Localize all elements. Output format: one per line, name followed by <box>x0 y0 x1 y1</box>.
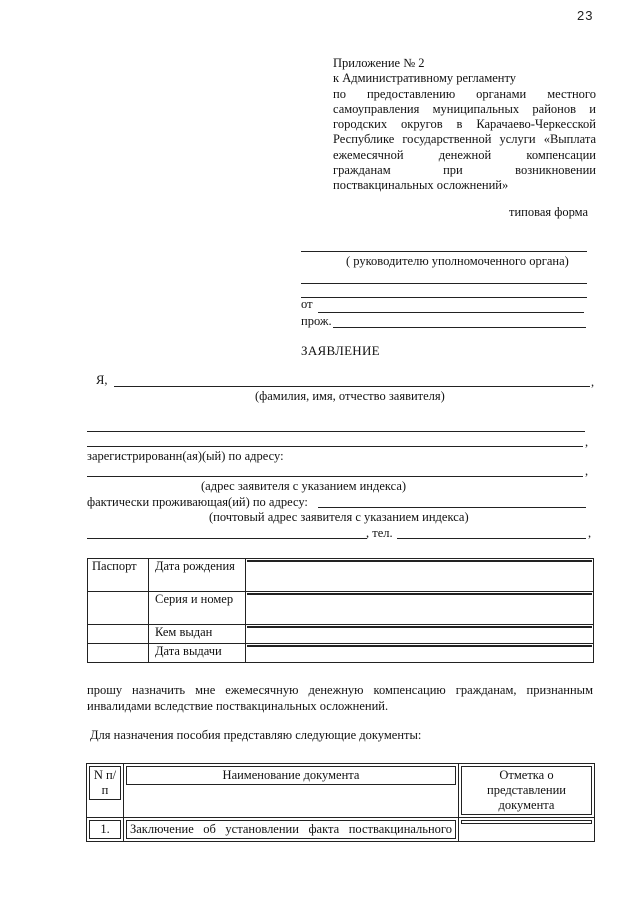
applicant-extra-line[interactable] <box>87 446 583 447</box>
passport-value-cell[interactable] <box>246 625 594 644</box>
name-caption: (фамилия, имя, отчество заявителя) <box>255 389 445 403</box>
passport-empty-cell <box>88 625 149 644</box>
actual-address-field[interactable] <box>318 507 586 508</box>
passport-value-cell[interactable] <box>246 559 594 592</box>
table-row <box>87 818 595 842</box>
addressee-line[interactable] <box>301 283 587 284</box>
col-header-mark: Отметка о представлении документа <box>461 766 592 815</box>
request-line: инвалидами вследствие поствакцинальных осложнений. <box>87 698 389 713</box>
appendix-line: городских округов в Карачаево-Черкесской <box>333 117 596 132</box>
passport-value-cell[interactable] <box>246 644 594 663</box>
appendix-line: поствакцинальных осложнений» <box>333 178 509 193</box>
appendix-line: Республике государственной услуги «Выплата <box>333 132 596 147</box>
documents-table <box>86 763 595 842</box>
residence-field[interactable] <box>333 327 586 328</box>
page-number: 23 <box>577 8 594 23</box>
postal-caption: (почтовый адрес заявителя с указанием индекса) <box>209 510 469 524</box>
residence-label: прож. <box>301 314 332 328</box>
appendix-line: самоуправления муниципальных районов и <box>333 101 596 116</box>
form-type-label: типовая форма <box>509 205 589 219</box>
postal-address-field[interactable] <box>87 538 367 539</box>
addressee-head-field[interactable] <box>301 251 587 252</box>
comma: , <box>585 435 589 449</box>
appendix-header <box>333 56 596 194</box>
col-header-num: N п/п <box>89 766 121 800</box>
passport-header: Паспорт <box>88 559 149 592</box>
doc-num: 1. <box>89 820 121 839</box>
actual-label: фактически проживающая(ий) по адресу: <box>87 495 308 509</box>
from-field[interactable] <box>318 312 584 313</box>
request-line: прошу назначить мне ежемесячную денежную компенсацию гражданам, признанным <box>87 683 593 697</box>
applicant-name-field[interactable] <box>114 386 590 387</box>
appendix-line: к Административному регламенту <box>333 71 517 86</box>
passport-row-label: Дата рождения <box>149 559 246 592</box>
document-title: ЗАЯВЛЕНИЕ <box>301 343 380 358</box>
from-label: от <box>301 297 313 311</box>
addressee-line[interactable] <box>301 297 587 298</box>
passport-value-cell[interactable] <box>246 592 594 625</box>
comma: , <box>585 464 589 478</box>
i-label: Я, <box>96 373 108 387</box>
appendix-line: ежемесячной денежной компенсации <box>333 147 596 162</box>
appendix-line: по предоставлению органами местного <box>333 86 596 101</box>
address-caption: (адрес заявителя с указанием индекса) <box>201 479 407 493</box>
appendix-line: Приложение № 2 <box>333 56 425 70</box>
doc-mark-cell[interactable] <box>461 820 592 824</box>
passport-table <box>87 558 594 663</box>
passport-empty-cell <box>88 592 149 625</box>
addressee-head-caption: ( руководителю уполномоченного органа) <box>346 254 569 268</box>
passport-empty-cell <box>88 644 149 663</box>
request-paragraph <box>87 683 593 714</box>
comma: , <box>588 526 592 540</box>
phone-label: , тел. <box>366 526 393 540</box>
doc-name: Заключение об установлении факта поствакцинального <box>126 820 456 839</box>
appendix-line: гражданам при возникновении <box>333 163 596 178</box>
documents-intro: Для назначения пособия представляю следующие документы: <box>90 728 422 742</box>
passport-row-label: Серия и номер <box>149 592 246 625</box>
registered-label: зарегистрированн(ая)(ый) по адресу: <box>87 449 284 463</box>
applicant-extra-line[interactable] <box>87 431 585 432</box>
col-header-name: Наименование документа <box>126 766 456 785</box>
passport-row-label: Кем выдан <box>149 625 246 644</box>
passport-row-label: Дата выдачи <box>149 644 246 663</box>
registered-address-field[interactable] <box>87 476 583 477</box>
phone-field[interactable] <box>397 538 586 539</box>
comma: , <box>591 375 595 389</box>
